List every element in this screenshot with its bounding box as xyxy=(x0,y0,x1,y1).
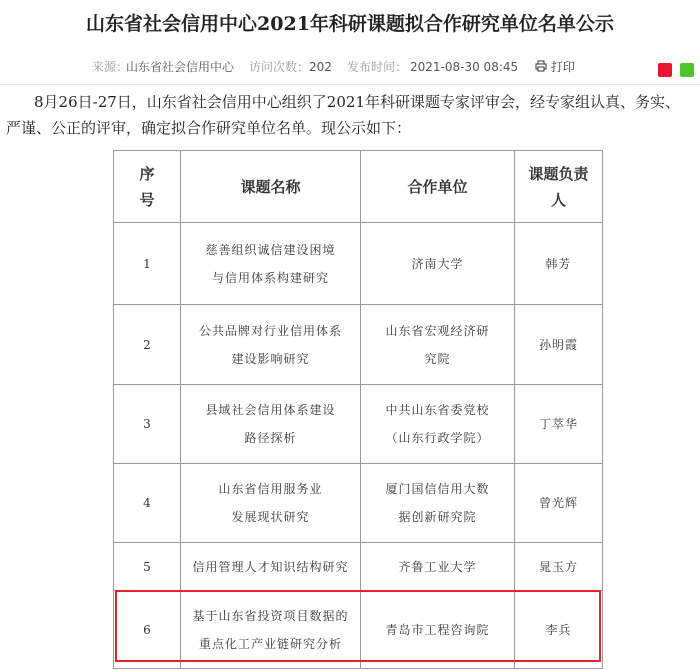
cell-lead: 孙明霞 xyxy=(515,305,603,385)
print-label: 打印 xyxy=(550,60,575,74)
table-row xyxy=(114,543,603,591)
table-header-row xyxy=(114,151,603,223)
weibo-share-icon[interactable] xyxy=(658,63,672,77)
article-meta xyxy=(0,55,700,79)
cell-org: 青岛市工程咨询院 xyxy=(361,591,515,669)
cell-no: 6 xyxy=(114,591,181,669)
header-lead: 课题负责 人 xyxy=(515,151,603,223)
time-label: 发布时间： xyxy=(347,60,408,74)
cell-no: 4 xyxy=(114,464,181,543)
cell-topic: 慈善组织诚信建设困境 与信用体系构建研究 xyxy=(181,223,361,305)
header-org: 合作单位 xyxy=(361,151,515,223)
cell-lead: 晁玉方 xyxy=(515,543,603,591)
table-row xyxy=(114,305,603,385)
cell-org: 山东省宏观经济研 究院 xyxy=(361,305,515,385)
cell-org: 济南大学 xyxy=(361,223,515,305)
cell-org: 齐鲁工业大学 xyxy=(361,543,515,591)
source-label: 来源： xyxy=(92,60,129,74)
cell-org: 中共山东省委党校 （山东行政学院） xyxy=(361,385,515,464)
cell-no: 3 xyxy=(114,385,181,464)
page-title: 山东省社会信用中心2021年科研课题拟合作研究单位名单公示 xyxy=(86,13,614,35)
cell-topic: 山东省信用服务业 发展现状研究 xyxy=(181,464,361,543)
cell-lead: 韩芳 xyxy=(515,223,603,305)
header-topic: 课题名称 xyxy=(181,151,361,223)
table-row xyxy=(114,223,603,305)
views-label: 访问次数： xyxy=(249,60,310,74)
time-value: 2021-08-30 08:45 xyxy=(410,60,519,74)
table-row-highlighted xyxy=(114,591,603,669)
cell-topic: 县域社会信用体系建设 路径探析 xyxy=(181,385,361,464)
source-value: 山东省社会信用中心 xyxy=(126,60,235,74)
wechat-share-icon[interactable] xyxy=(680,63,694,77)
cell-no: 5 xyxy=(114,543,181,591)
print-icon xyxy=(535,60,547,72)
cell-lead: 李兵 xyxy=(515,591,603,669)
cell-topic: 公共品牌对行业信用体系 建设影响研究 xyxy=(181,305,361,385)
divider xyxy=(0,84,700,85)
cell-no: 1 xyxy=(114,223,181,305)
cell-lead: 曾光辉 xyxy=(515,464,603,543)
cell-org: 厦门国信信用大数 据创新研究院 xyxy=(361,464,515,543)
share-icons xyxy=(655,59,694,78)
cell-lead: 丁萃华 xyxy=(515,385,603,464)
table-row xyxy=(114,385,603,464)
cell-topic: 信用管理人才知识结构研究 xyxy=(181,543,361,591)
intro-paragraph: 8月26日-27日，山东省社会信用中心组织了2021年科研课题专家评审会，经专家组认真、务实、严谨、公正的评审，确定拟合作研究单位名单。现公示如下： xyxy=(6,93,680,137)
result-table xyxy=(113,150,603,669)
cell-no: 2 xyxy=(114,305,181,385)
views-value: 202 xyxy=(309,60,332,74)
header-no: 序 号 xyxy=(114,151,181,223)
table-row xyxy=(114,464,603,543)
print-button[interactable] xyxy=(535,55,575,79)
cell-topic: 基于山东省投资项目数据的 重点化工产业链研究分析 xyxy=(181,591,361,669)
